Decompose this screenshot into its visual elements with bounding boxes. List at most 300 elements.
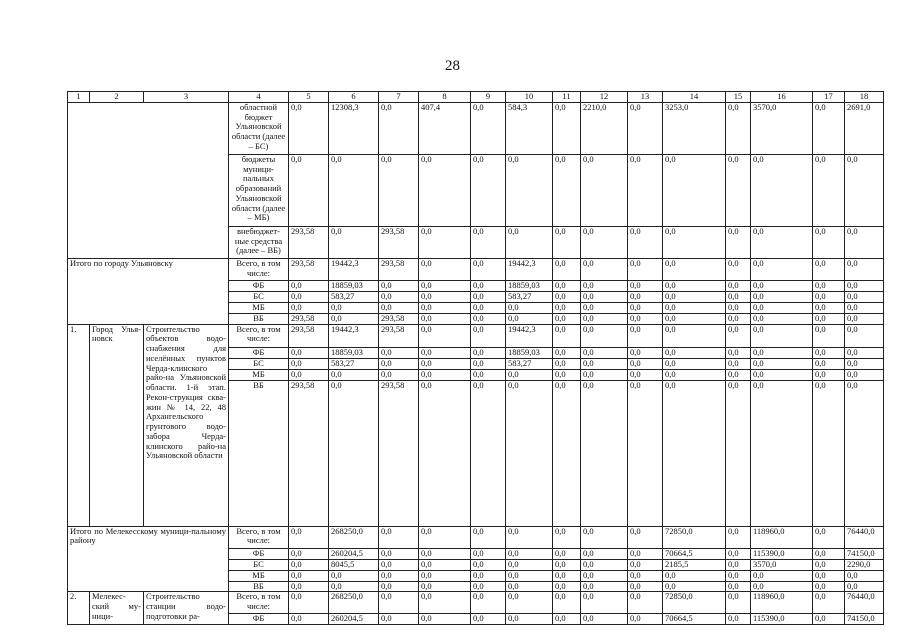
value-cell: 76440,0 bbox=[845, 526, 884, 548]
financing-table bbox=[67, 91, 884, 625]
value-cell: 0,0 bbox=[581, 570, 628, 581]
column-number-row bbox=[68, 92, 884, 103]
value-cell: 0,0 bbox=[813, 347, 845, 358]
value-cell: 0,0 bbox=[506, 154, 553, 226]
value-cell: 0,0 bbox=[628, 380, 663, 526]
value-cell: 0,0 bbox=[663, 369, 726, 380]
value-cell: 0,0 bbox=[726, 154, 751, 226]
value-cell: 0,0 bbox=[581, 258, 628, 280]
value-cell: 0,0 bbox=[419, 291, 471, 302]
value-cell: 0,0 bbox=[329, 154, 379, 226]
value-cell: 0,0 bbox=[553, 258, 581, 280]
value-cell: 0,0 bbox=[813, 369, 845, 380]
value-cell: 0,0 bbox=[553, 358, 581, 369]
value-cell: 0,0 bbox=[419, 226, 471, 258]
value-cell: 0,0 bbox=[419, 280, 471, 291]
value-cell: 0,0 bbox=[845, 358, 884, 369]
value-cell: 0,0 bbox=[726, 302, 751, 313]
value-cell: 0,0 bbox=[813, 548, 845, 559]
value-cell: 268250,0 bbox=[329, 526, 379, 548]
value-cell: 0,0 bbox=[751, 570, 813, 581]
value-cell: 0,0 bbox=[751, 258, 813, 280]
value-cell: 19442,3 bbox=[329, 324, 379, 347]
value-cell: 0,0 bbox=[379, 291, 419, 302]
value-cell: 0,0 bbox=[726, 581, 751, 592]
value-cell: 18859,03 bbox=[329, 347, 379, 358]
value-cell: 0,0 bbox=[581, 592, 628, 614]
value-cell: 0,0 bbox=[506, 570, 553, 581]
value-cell: 0,0 bbox=[726, 358, 751, 369]
value-cell: 2290,0 bbox=[845, 559, 884, 570]
value-cell: 0,0 bbox=[553, 226, 581, 258]
value-cell: 0,0 bbox=[663, 280, 726, 291]
value-cell: 0,0 bbox=[471, 226, 506, 258]
value-cell: 0,0 bbox=[663, 570, 726, 581]
column-number: 2 bbox=[90, 92, 144, 103]
value-cell: 268250,0 bbox=[329, 592, 379, 614]
value-cell: 0,0 bbox=[663, 358, 726, 369]
value-cell: 8045,5 bbox=[329, 559, 379, 570]
source-label: ФБ bbox=[229, 614, 289, 625]
value-cell: 0,0 bbox=[419, 347, 471, 358]
value-cell: 0,0 bbox=[289, 280, 329, 291]
value-cell: 0,0 bbox=[751, 581, 813, 592]
value-cell: 0,0 bbox=[471, 324, 506, 347]
value-cell: 0,0 bbox=[506, 614, 553, 625]
value-cell: 0,0 bbox=[751, 369, 813, 380]
value-cell: 0,0 bbox=[471, 358, 506, 369]
source-label: Всего, в том числе: bbox=[229, 258, 289, 280]
value-cell: 0,0 bbox=[289, 548, 329, 559]
value-cell: 293,58 bbox=[289, 226, 329, 258]
value-cell: 0,0 bbox=[553, 614, 581, 625]
value-cell: 0,0 bbox=[553, 102, 581, 154]
value-cell: 70664,5 bbox=[663, 614, 726, 625]
value-cell: 0,0 bbox=[726, 291, 751, 302]
column-number: 11 bbox=[553, 92, 581, 103]
value-cell: 0,0 bbox=[663, 302, 726, 313]
value-cell: 0,0 bbox=[419, 380, 471, 526]
value-cell: 0,0 bbox=[581, 302, 628, 313]
value-cell: 0,0 bbox=[628, 302, 663, 313]
column-number: 12 bbox=[581, 92, 628, 103]
value-cell: 18859,03 bbox=[329, 280, 379, 291]
value-cell: 0,0 bbox=[553, 581, 581, 592]
value-cell: 0,0 bbox=[289, 570, 329, 581]
value-cell: 118960,0 bbox=[751, 526, 813, 548]
value-cell: 0,0 bbox=[471, 526, 506, 548]
source-label: ФБ bbox=[229, 347, 289, 358]
column-number: 10 bbox=[506, 92, 553, 103]
value-cell: 0,0 bbox=[506, 592, 553, 614]
value-cell: 0,0 bbox=[726, 347, 751, 358]
column-number: 8 bbox=[419, 92, 471, 103]
value-cell: 584,3 bbox=[506, 102, 553, 154]
value-cell: 0,0 bbox=[419, 581, 471, 592]
value-cell: 0,0 bbox=[813, 302, 845, 313]
source-label: ВБ bbox=[229, 380, 289, 526]
value-cell: 0,0 bbox=[813, 154, 845, 226]
source-label: внебюджет-ные средства (далее – ВБ) bbox=[229, 226, 289, 258]
value-cell: 0,0 bbox=[813, 358, 845, 369]
value-cell: 0,0 bbox=[471, 102, 506, 154]
value-cell: 0,0 bbox=[379, 280, 419, 291]
value-cell: 0,0 bbox=[581, 559, 628, 570]
value-cell: 70664,5 bbox=[663, 548, 726, 559]
value-cell: 0,0 bbox=[379, 559, 419, 570]
value-cell: 0,0 bbox=[751, 380, 813, 526]
value-cell: 0,0 bbox=[628, 592, 663, 614]
source-label: Всего, в том числе: bbox=[229, 592, 289, 614]
value-cell: 0,0 bbox=[329, 369, 379, 380]
item-place: Город Улья-новск bbox=[90, 324, 144, 526]
value-cell: 0,0 bbox=[663, 324, 726, 347]
value-cell: 0,0 bbox=[553, 526, 581, 548]
value-cell: 0,0 bbox=[329, 226, 379, 258]
table-row bbox=[68, 526, 884, 548]
value-cell: 0,0 bbox=[663, 258, 726, 280]
table-row bbox=[68, 102, 884, 154]
value-cell: 0,0 bbox=[553, 154, 581, 226]
item-number: 2. bbox=[68, 592, 90, 625]
value-cell: 118960,0 bbox=[751, 592, 813, 614]
column-number: 13 bbox=[628, 92, 663, 103]
value-cell: 0,0 bbox=[289, 526, 329, 548]
value-cell: 0,0 bbox=[581, 324, 628, 347]
value-cell: 0,0 bbox=[289, 358, 329, 369]
value-cell: 0,0 bbox=[628, 280, 663, 291]
column-number: 5 bbox=[289, 92, 329, 103]
value-cell: 0,0 bbox=[379, 548, 419, 559]
value-cell: 0,0 bbox=[471, 258, 506, 280]
value-cell: 0,0 bbox=[813, 226, 845, 258]
value-cell: 0,0 bbox=[726, 592, 751, 614]
value-cell: 0,0 bbox=[813, 313, 845, 324]
value-cell: 0,0 bbox=[379, 369, 419, 380]
value-cell: 0,0 bbox=[506, 548, 553, 559]
value-cell: 0,0 bbox=[471, 369, 506, 380]
column-number: 4 bbox=[229, 92, 289, 103]
value-cell: 19442,3 bbox=[506, 324, 553, 347]
value-cell: 0,0 bbox=[751, 324, 813, 347]
value-cell: 0,0 bbox=[471, 592, 506, 614]
value-cell: 0,0 bbox=[663, 347, 726, 358]
value-cell: 0,0 bbox=[581, 380, 628, 526]
item-place: Мелекес-ский му-ници- bbox=[90, 592, 144, 625]
source-label: МБ bbox=[229, 369, 289, 380]
value-cell: 0,0 bbox=[628, 154, 663, 226]
value-cell: 0,0 bbox=[726, 369, 751, 380]
value-cell: 0,0 bbox=[663, 380, 726, 526]
value-cell: 0,0 bbox=[329, 313, 379, 324]
value-cell: 0,0 bbox=[471, 313, 506, 324]
value-cell: 0,0 bbox=[751, 313, 813, 324]
value-cell: 0,0 bbox=[289, 559, 329, 570]
value-cell: 293,58 bbox=[289, 380, 329, 526]
value-cell: 293,58 bbox=[379, 313, 419, 324]
value-cell: 0,0 bbox=[726, 548, 751, 559]
value-cell: 0,0 bbox=[628, 559, 663, 570]
value-cell: 0,0 bbox=[663, 581, 726, 592]
value-cell: 0,0 bbox=[751, 226, 813, 258]
value-cell: 2691,0 bbox=[845, 102, 884, 154]
value-cell: 407,4 bbox=[419, 102, 471, 154]
value-cell: 0,0 bbox=[506, 302, 553, 313]
value-cell: 18859,03 bbox=[506, 347, 553, 358]
value-cell: 293,58 bbox=[379, 380, 419, 526]
value-cell: 0,0 bbox=[813, 380, 845, 526]
value-cell: 0,0 bbox=[419, 324, 471, 347]
source-label: ВБ bbox=[229, 313, 289, 324]
value-cell: 0,0 bbox=[726, 280, 751, 291]
column-number: 18 bbox=[845, 92, 884, 103]
source-label: БС bbox=[229, 291, 289, 302]
value-cell: 0,0 bbox=[329, 581, 379, 592]
value-cell: 0,0 bbox=[553, 380, 581, 526]
column-number: 9 bbox=[471, 92, 506, 103]
value-cell: 0,0 bbox=[845, 226, 884, 258]
value-cell: 0,0 bbox=[553, 347, 581, 358]
value-cell: 0,0 bbox=[581, 226, 628, 258]
value-cell: 0,0 bbox=[506, 369, 553, 380]
value-cell: 0,0 bbox=[581, 548, 628, 559]
value-cell: 0,0 bbox=[581, 154, 628, 226]
value-cell: 0,0 bbox=[289, 102, 329, 154]
value-cell: 3253,0 bbox=[663, 102, 726, 154]
value-cell: 0,0 bbox=[419, 548, 471, 559]
value-cell: 0,0 bbox=[813, 291, 845, 302]
value-cell: 0,0 bbox=[471, 559, 506, 570]
value-cell: 0,0 bbox=[813, 280, 845, 291]
value-cell: 293,58 bbox=[379, 226, 419, 258]
table-body bbox=[68, 92, 884, 625]
value-cell: 0,0 bbox=[471, 302, 506, 313]
value-cell: 0,0 bbox=[289, 581, 329, 592]
value-cell: 0,0 bbox=[628, 291, 663, 302]
value-cell: 0,0 bbox=[581, 614, 628, 625]
value-cell: 0,0 bbox=[751, 347, 813, 358]
source-label: областной бюджет Ульяновской области (далее – БС) bbox=[229, 102, 289, 154]
value-cell: 0,0 bbox=[289, 291, 329, 302]
value-cell: 0,0 bbox=[813, 614, 845, 625]
value-cell: 2210,0 bbox=[581, 102, 628, 154]
value-cell: 74150,0 bbox=[845, 548, 884, 559]
column-number: 6 bbox=[329, 92, 379, 103]
value-cell: 0,0 bbox=[726, 324, 751, 347]
value-cell: 293,58 bbox=[289, 313, 329, 324]
column-number: 15 bbox=[726, 92, 751, 103]
value-cell: 0,0 bbox=[553, 548, 581, 559]
value-cell: 0,0 bbox=[726, 559, 751, 570]
column-number: 16 bbox=[751, 92, 813, 103]
value-cell: 0,0 bbox=[845, 570, 884, 581]
value-cell: 0,0 bbox=[379, 592, 419, 614]
source-label: МБ bbox=[229, 302, 289, 313]
value-cell: 0,0 bbox=[845, 369, 884, 380]
value-cell: 0,0 bbox=[471, 548, 506, 559]
blank-cell bbox=[68, 102, 229, 258]
value-cell: 0,0 bbox=[289, 154, 329, 226]
value-cell: 0,0 bbox=[845, 324, 884, 347]
value-cell: 0,0 bbox=[553, 592, 581, 614]
source-label: МБ bbox=[229, 570, 289, 581]
value-cell: 0,0 bbox=[419, 302, 471, 313]
value-cell: 0,0 bbox=[471, 570, 506, 581]
value-cell: 0,0 bbox=[379, 102, 419, 154]
value-cell: 0,0 bbox=[726, 102, 751, 154]
value-cell: 0,0 bbox=[845, 347, 884, 358]
value-cell: 0,0 bbox=[726, 380, 751, 526]
value-cell: 0,0 bbox=[329, 302, 379, 313]
value-cell: 0,0 bbox=[628, 614, 663, 625]
value-cell: 293,58 bbox=[379, 324, 419, 347]
source-label: БС bbox=[229, 358, 289, 369]
value-cell: 0,0 bbox=[628, 313, 663, 324]
source-label: бюджеты муници-пальных образований Ульяновской области (далее – МБ) bbox=[229, 154, 289, 226]
value-cell: 0,0 bbox=[289, 347, 329, 358]
value-cell: 0,0 bbox=[379, 614, 419, 625]
value-cell: 18859,03 bbox=[506, 280, 553, 291]
value-cell: 0,0 bbox=[581, 358, 628, 369]
value-cell: 0,0 bbox=[553, 280, 581, 291]
value-cell: 0,0 bbox=[663, 226, 726, 258]
value-cell: 0,0 bbox=[419, 614, 471, 625]
value-cell: 0,0 bbox=[419, 358, 471, 369]
group-title: Итого по городу Ульяновску bbox=[68, 258, 229, 324]
value-cell: 0,0 bbox=[726, 226, 751, 258]
value-cell: 0,0 bbox=[289, 592, 329, 614]
value-cell: 260204,5 bbox=[329, 614, 379, 625]
value-cell: 0,0 bbox=[628, 358, 663, 369]
value-cell: 0,0 bbox=[845, 302, 884, 313]
value-cell: 583,27 bbox=[506, 291, 553, 302]
value-cell: 0,0 bbox=[628, 570, 663, 581]
value-cell: 115390,0 bbox=[751, 548, 813, 559]
value-cell: 0,0 bbox=[553, 291, 581, 302]
value-cell: 0,0 bbox=[553, 559, 581, 570]
value-cell: 260204,5 bbox=[329, 548, 379, 559]
value-cell: 0,0 bbox=[471, 347, 506, 358]
value-cell: 0,0 bbox=[581, 280, 628, 291]
value-cell: 0,0 bbox=[845, 154, 884, 226]
value-cell: 0,0 bbox=[628, 226, 663, 258]
value-cell: 583,27 bbox=[329, 291, 379, 302]
value-cell: 0,0 bbox=[471, 380, 506, 526]
value-cell: 0,0 bbox=[813, 324, 845, 347]
column-number: 14 bbox=[663, 92, 726, 103]
value-cell: 72850,0 bbox=[663, 526, 726, 548]
value-cell: 3570,0 bbox=[751, 102, 813, 154]
value-cell: 0,0 bbox=[751, 154, 813, 226]
value-cell: 0,0 bbox=[553, 313, 581, 324]
value-cell: 0,0 bbox=[419, 369, 471, 380]
value-cell: 0,0 bbox=[726, 313, 751, 324]
value-cell: 0,0 bbox=[379, 347, 419, 358]
value-cell: 0,0 bbox=[289, 369, 329, 380]
value-cell: 3570,0 bbox=[751, 559, 813, 570]
value-cell: 0,0 bbox=[506, 380, 553, 526]
value-cell: 0,0 bbox=[726, 258, 751, 280]
value-cell: 0,0 bbox=[845, 291, 884, 302]
value-cell: 0,0 bbox=[726, 614, 751, 625]
value-cell: 0,0 bbox=[845, 258, 884, 280]
value-cell: 0,0 bbox=[813, 570, 845, 581]
table-row bbox=[68, 592, 884, 614]
value-cell: 19442,3 bbox=[329, 258, 379, 280]
value-cell: 76440,0 bbox=[845, 592, 884, 614]
value-cell: 12308,3 bbox=[329, 102, 379, 154]
column-number: 7 bbox=[379, 92, 419, 103]
value-cell: 583,27 bbox=[329, 358, 379, 369]
value-cell: 0,0 bbox=[379, 154, 419, 226]
column-number: 1 bbox=[68, 92, 90, 103]
table-row bbox=[68, 324, 884, 347]
value-cell: 0,0 bbox=[845, 380, 884, 526]
value-cell: 0,0 bbox=[419, 154, 471, 226]
value-cell: 0,0 bbox=[628, 548, 663, 559]
source-label: Всего, в том числе: bbox=[229, 324, 289, 347]
value-cell: 0,0 bbox=[845, 280, 884, 291]
item-description: Строительство объектов водо-снабжения для иселённых пунктов Черда-клинского райо-на Ульяновской области. 1-й этап. Рекон-струкция сква-жин № 14, 22, 48 Архангельского грунтового водо-забора Черда-клинского райо-на Ульяновской области bbox=[144, 324, 229, 526]
value-cell: 0,0 bbox=[379, 581, 419, 592]
value-cell: 19442,3 bbox=[506, 258, 553, 280]
value-cell: 0,0 bbox=[581, 347, 628, 358]
value-cell: 293,58 bbox=[379, 258, 419, 280]
source-label: БС bbox=[229, 559, 289, 570]
value-cell: 0,0 bbox=[506, 526, 553, 548]
value-cell: 0,0 bbox=[553, 302, 581, 313]
value-cell: 0,0 bbox=[471, 581, 506, 592]
table-row bbox=[68, 258, 884, 280]
value-cell: 0,0 bbox=[553, 369, 581, 380]
item-number: 1. bbox=[68, 324, 90, 526]
source-label: ФБ bbox=[229, 548, 289, 559]
value-cell: 0,0 bbox=[581, 369, 628, 380]
value-cell: 0,0 bbox=[506, 581, 553, 592]
column-number: 3 bbox=[144, 92, 229, 103]
value-cell: 0,0 bbox=[813, 258, 845, 280]
value-cell: 72850,0 bbox=[663, 592, 726, 614]
value-cell: 0,0 bbox=[628, 258, 663, 280]
value-cell: 0,0 bbox=[379, 526, 419, 548]
value-cell: 0,0 bbox=[506, 226, 553, 258]
value-cell: 0,0 bbox=[419, 526, 471, 548]
value-cell: 0,0 bbox=[419, 570, 471, 581]
value-cell: 0,0 bbox=[553, 324, 581, 347]
value-cell: 0,0 bbox=[289, 302, 329, 313]
value-cell: 0,0 bbox=[663, 313, 726, 324]
value-cell: 0,0 bbox=[506, 559, 553, 570]
value-cell: 0,0 bbox=[289, 614, 329, 625]
value-cell: 0,0 bbox=[471, 280, 506, 291]
value-cell: 2185,5 bbox=[663, 559, 726, 570]
value-cell: 74150,0 bbox=[845, 614, 884, 625]
item-description: Строительство станции водо-подготовки ра- bbox=[144, 592, 229, 625]
value-cell: 0,0 bbox=[581, 581, 628, 592]
value-cell: 0,0 bbox=[419, 592, 471, 614]
value-cell: 0,0 bbox=[628, 102, 663, 154]
value-cell: 0,0 bbox=[471, 291, 506, 302]
value-cell: 0,0 bbox=[581, 291, 628, 302]
value-cell: 0,0 bbox=[581, 313, 628, 324]
value-cell: 0,0 bbox=[329, 570, 379, 581]
value-cell: 0,0 bbox=[726, 526, 751, 548]
value-cell: 0,0 bbox=[379, 358, 419, 369]
value-cell: 0,0 bbox=[506, 313, 553, 324]
value-cell: 0,0 bbox=[419, 313, 471, 324]
value-cell: 0,0 bbox=[419, 559, 471, 570]
value-cell: 0,0 bbox=[553, 570, 581, 581]
